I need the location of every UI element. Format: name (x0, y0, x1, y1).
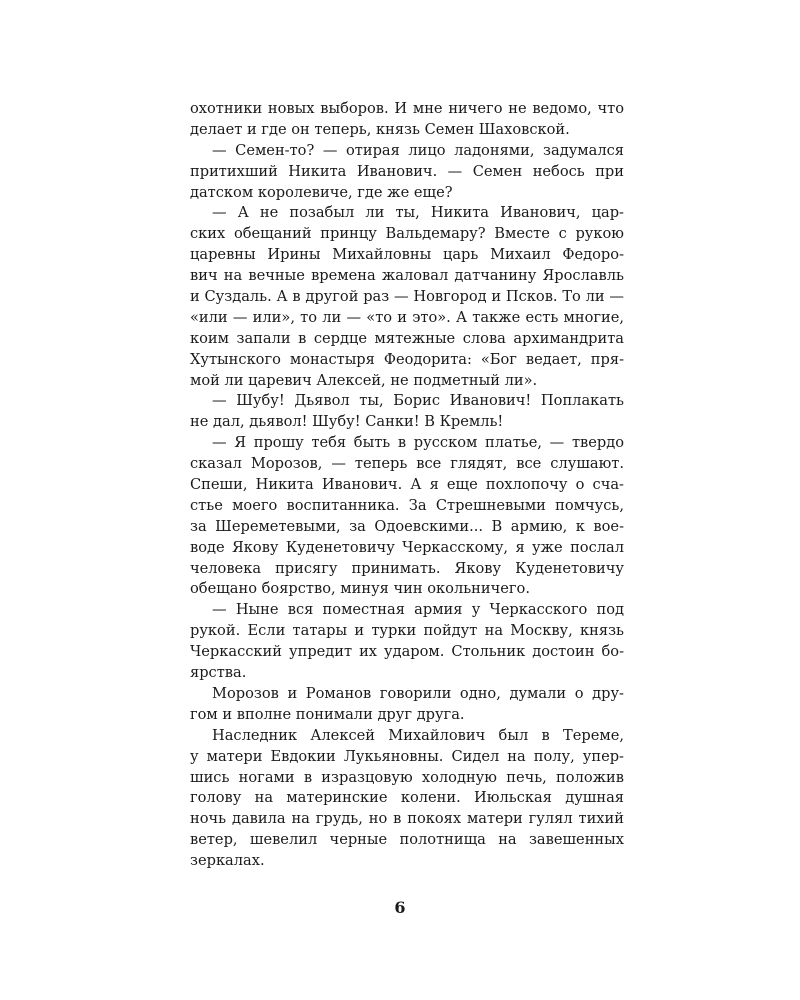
text-line: сказал Морозов, — теперь все глядят, все слушают. (190, 455, 624, 473)
text-line: датском королевиче, где же еще? (190, 183, 453, 201)
text-line: голову на материнские колени. Июльская душная (190, 789, 624, 807)
text-line: — А не позабыл ли ты, Никита Иванович, цар- (212, 204, 624, 222)
text-line: — Я прошу тебя быть в русском платье, — твердо (212, 434, 624, 452)
text-line: Черкасский упредит их ударом. Стольник достоин бо- (190, 643, 624, 661)
text-line: Наследник Алексей Михайлович был в Тереме, (212, 726, 624, 744)
text-line: у матери Евдокии Лукьяновны. Сидел на полу, упер- (190, 747, 624, 765)
text-line: гом и вполне понимали друг друга. (190, 705, 465, 723)
page-text-block (190, 99, 624, 872)
text-line: обещано боярство, минуя чин окольничего. (190, 580, 530, 598)
text-line: — Ныне вся поместная армия у Черкасского под (212, 601, 624, 619)
page-number: 6 (394, 898, 406, 917)
text-line: ветер, шевелил черные полотнища на завешенных (190, 831, 624, 849)
text-line: коим запали в сердце мятежные слова архимандрита (190, 329, 624, 347)
text-line: ночь давила на грудь, но в покоях матери гулял тихий (190, 810, 624, 828)
text-line: Морозов и Романов говорили одно, думали о дру- (212, 684, 624, 702)
text-line: и Суздаль. А в другой раз — Новгород и Псков. То ли — (190, 288, 624, 306)
text-line: шись ногами в изразцовую холодную печь, положив (190, 768, 624, 786)
text-line: зеркалах. (190, 852, 265, 870)
text-line: — Семен-то? — отирая лицо ладонями, задумался (212, 141, 624, 159)
text-line: притихший Никита Иванович. — Семен небось при (190, 162, 624, 180)
text-line: за Шереметевыми, за Одоевскими... В армию, к вое- (190, 517, 624, 535)
text-line: охотники новых выборов. И мне ничего не ведомо, что (190, 100, 624, 117)
text-line: мой ли царевич Алексей, не подметный ли». (190, 371, 538, 389)
text-line: человека присягу принимать. Якову Куденетовичу (190, 559, 624, 577)
text-line: Спеши, Никита Иванович. А я еще похлопочу о сча- (190, 476, 624, 494)
text-line: ярства. (190, 664, 247, 682)
text-line: делает и где он теперь, князь Семен Шаховской. (190, 120, 570, 138)
text-line: вич на вечные времена жаловал датчанину Ярославль (190, 267, 624, 285)
text-line: не дал, дьявол! Шубу! Санки! В Кремль! (190, 413, 504, 431)
text-line: воде Якову Куденетовичу Черкасскому, я уже послал (190, 538, 624, 556)
text-line: «или — или», то ли — «то и это». А также есть многие, (190, 308, 624, 326)
text-line: стье моего воспитанника. За Стрешневыми помчусь, (190, 496, 624, 514)
text-line: ских обещаний принцу Вальдемару? Вместе с рукою (190, 225, 624, 243)
text-line: рукой. Если татары и турки пойдут на Москву, князь (190, 622, 624, 640)
text-line: царевны Ирины Михайловны царь Михаил Федоро- (190, 246, 624, 264)
text-line: — Шубу! Дьявол ты, Борис Иванович! Поплакать (212, 392, 624, 410)
text-line: Хутынского монастыря Феодорита: «Бог ведает, пря- (190, 350, 624, 368)
